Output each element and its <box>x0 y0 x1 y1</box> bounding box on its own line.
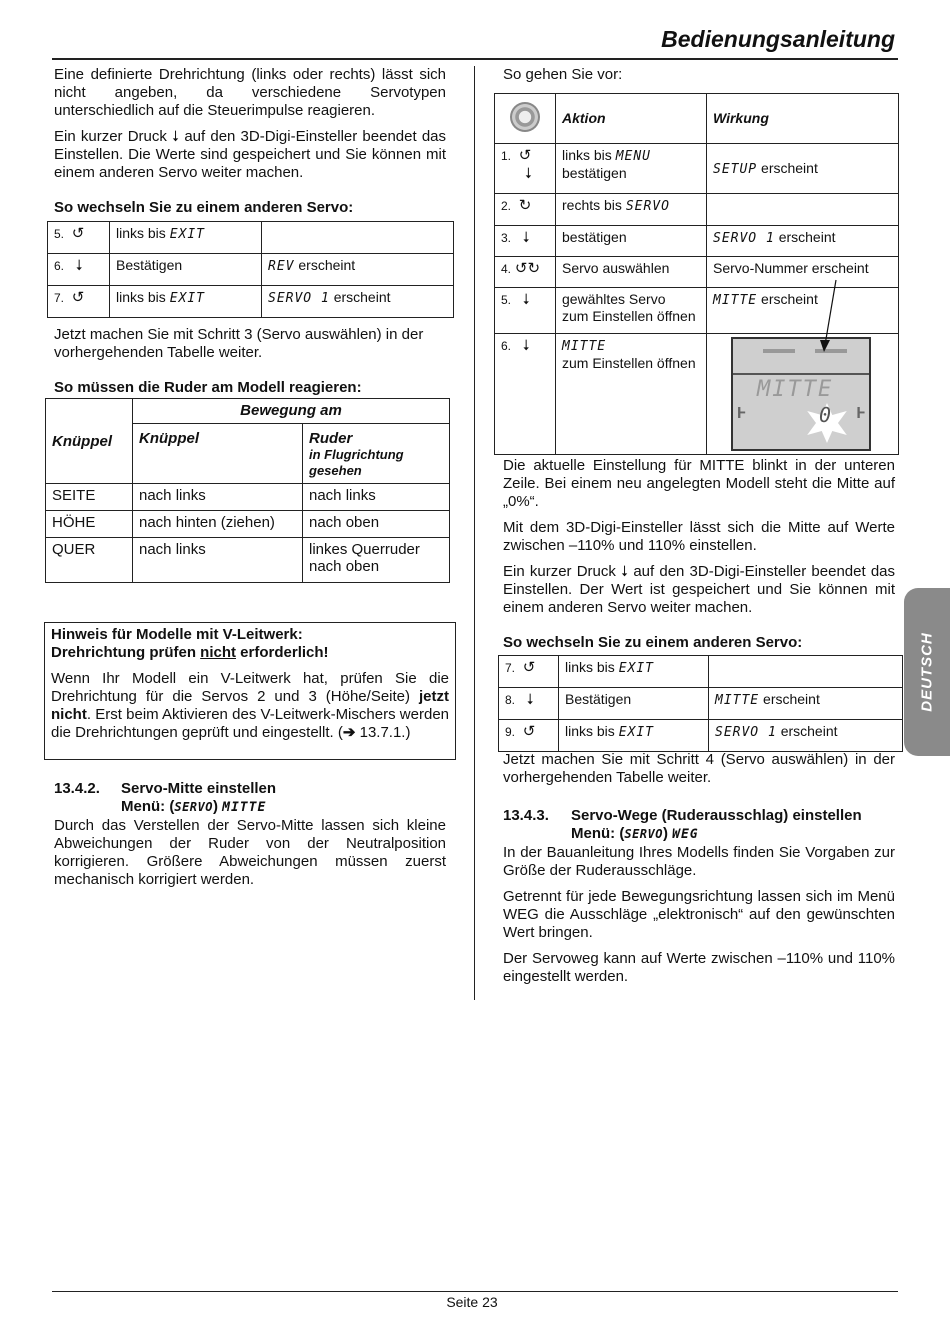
table-row <box>499 656 903 688</box>
note-title-2: Drehrichtung prüfen nicht erforderlich! <box>51 644 329 661</box>
switch-servo-heading: So wechseln Sie zu einem anderen Servo: <box>54 199 354 216</box>
effect-cell: Servo-Nummer erscheint <box>707 257 899 288</box>
right-h-icon: Ⱶ <box>856 405 865 422</box>
procedure-intro: So gehen Sie vor: <box>503 66 623 83</box>
step-cell: 3. ⭣ <box>495 226 556 257</box>
step-cell: 4. ↺↻ <box>495 257 556 288</box>
action-cell: links bis EXIT <box>559 720 709 752</box>
arrow-right-icon: ➔ <box>342 724 356 741</box>
action-cell: Servo auswählen <box>556 257 707 288</box>
mitte-paragraph-1: Die aktuelle Einstellung für MITTE blinkt in der unteren Zeile. Bei einem neu angelegten Modell steht die Mitte auf „0%“. <box>503 457 895 510</box>
table-row: HÖHE nach hinten (ziehen) nach oben <box>46 511 450 538</box>
side-tab-label: DEUTSCH <box>918 632 936 712</box>
action-cell: links bis EXIT <box>110 222 262 254</box>
page-number: Seite 23 <box>446 1294 498 1310</box>
action-cell: MITTE zum Einstellen öffnen <box>556 334 707 455</box>
intro-paragraph-1: Eine definierte Drehrichtung (links oder rechts) lässt sich nicht angeben, da verschiedene Servotypen unterschiedlich auf die Steuerimpulse reagieren. <box>54 66 446 119</box>
effect-cell: SETUP erscheint <box>707 144 899 194</box>
note-body: Wenn Ihr Modell ein V-Leitwerk hat, prüfen Sie die Drehrichtung für die Servos 2 und 3 (Höhe/Seite) jetzt nicht. Erst beim Aktivieren des V-Leitwerk-Mischers werden die Drehrichtungen geprüft und eingestellt. (➔ 13.7.1.) <box>51 670 449 741</box>
section-13-4-3 <box>503 807 895 986</box>
table-row <box>495 288 899 334</box>
table-row: SEITE nach links nach links <box>46 484 450 511</box>
display-cell <box>707 334 899 455</box>
digi-knob-icon <box>510 102 540 132</box>
action-cell: links bis MENU bestätigen <box>556 144 707 194</box>
trim-bar-left <box>763 349 795 353</box>
rudder-table <box>45 398 450 583</box>
effect-cell: REV erscheint <box>262 254 454 286</box>
step-cell: 8. ⭣ <box>499 688 559 720</box>
step-cell: 1. ↺ ⭣ <box>495 144 556 194</box>
intro-paragraph-2-a: Ein kurzer Druck <box>54 128 167 145</box>
table-row <box>495 94 899 144</box>
action-cell: Bestätigen <box>110 254 262 286</box>
table-row <box>495 226 899 257</box>
switch-servo-table-right <box>498 655 903 752</box>
lcd-divider <box>733 373 869 375</box>
lcd-line-mitte: MITTE <box>757 377 834 402</box>
rotate-left-icon: ↺ <box>522 659 536 676</box>
step-cell: 7. ↺ <box>499 656 559 688</box>
effect-cell: SERVO 1 erscheint <box>707 226 899 257</box>
effect-cell <box>709 656 903 688</box>
lcd-display <box>731 337 871 451</box>
effect-cell: MITTE erscheint <box>707 288 899 334</box>
step-cell: 5. ↺ <box>48 222 110 254</box>
after-switch-text-right: Jetzt machen Sie mit Schritt 4 (Servo auswählen) in der vorhergehenden Tabelle weiter. <box>503 751 895 786</box>
table-row <box>499 688 903 720</box>
rotate-left-icon: ↺ <box>71 289 85 306</box>
action-cell: links bis EXIT <box>110 286 262 318</box>
action-header: Aktion <box>556 94 707 144</box>
press-down-icon: ⭣ <box>526 691 534 708</box>
intro-paragraph-2-b: auf den 3D-Digi-Einsteller beendet das Einstellen. Die Werte sind gespeichert und Sie können mit einem anderen Servo weiter machen. <box>54 128 447 181</box>
effect-cell <box>262 222 454 254</box>
section-menu-path: Menü: (SERVO) WEG <box>571 825 699 842</box>
switch-servo-heading-right: So wechseln Sie zu einem anderen Servo: <box>503 634 803 651</box>
procedure-table <box>494 93 899 455</box>
table-row <box>495 194 899 226</box>
step-cell: 2. ↻ <box>495 194 556 226</box>
effect-cell: SERVO 1 erscheint <box>709 720 903 752</box>
language-side-tab[interactable] <box>904 588 950 756</box>
move-stick-header: Knüppel <box>133 424 303 484</box>
section-paragraph-3: Der Servoweg kann auf Werte zwischen –110% und 110% eingestellt werden. <box>503 950 895 985</box>
switch-servo-table-left <box>47 221 454 318</box>
table-row <box>48 222 454 254</box>
rudder-heading: So müssen die Ruder am Modell reagieren: <box>54 379 362 396</box>
rotate-left-icon: ↺ <box>71 225 85 242</box>
rudder-header: Ruder in Flugrichtung gesehen <box>303 424 450 484</box>
press-down-icon: ⭣ <box>621 563 629 580</box>
action-cell: bestätigen <box>556 226 707 257</box>
movement-group-header: Bewegung am <box>133 399 450 424</box>
section-body: Durch das Verstellen der Servo-Mitte lassen sich kleine Abweichungen der Ruder von der Neutralposition korrigieren. Größere Abweichungen müssen zuerst mechanisch korrigiert werden. <box>54 817 446 888</box>
press-down-icon: ⭣ <box>522 229 530 246</box>
step-cell: 5. ⭣ <box>495 288 556 334</box>
step-cell: 7. ↺ <box>48 286 110 318</box>
section-paragraph-1: In der Bauanleitung Ihres Modells finden Sie Vorgaben zur Größe der Ruderausschläge. <box>503 844 895 879</box>
press-down-icon: ⭣ <box>522 291 530 308</box>
table-row <box>499 720 903 752</box>
section-menu-path: Menü: (SERVO) MITTE <box>121 798 267 815</box>
v-tail-note-box <box>44 622 456 760</box>
table-row <box>495 334 899 455</box>
lcd-value: 0 <box>819 403 833 427</box>
rotate-left-icon: ↺ <box>518 147 532 164</box>
column-divider <box>474 66 475 1000</box>
table-row <box>495 257 899 288</box>
press-down-icon: ⭣ <box>522 337 530 354</box>
action-cell: rechts bis SERVO <box>556 194 707 226</box>
effect-header: Wirkung <box>707 94 899 144</box>
press-down-icon: ⭣ <box>75 257 83 274</box>
knob-icon-cell <box>495 94 556 144</box>
after-switch-text-left: Jetzt machen Sie mit Schritt 3 (Servo auswählen) in der vorhergehenden Tabelle weiter. <box>54 326 424 361</box>
header-rule <box>52 58 898 60</box>
step-cell: 6. ⭣ <box>48 254 110 286</box>
section-paragraph-2: Getrennt für jede Bewegungsrichtung lassen sich im Menü WEG die Ausschläge „elektronisch“ auf den gewünschten Wert bringen. <box>503 888 895 941</box>
note-title-1: Hinweis für Modelle mit V-Leitwerk: <box>51 626 303 643</box>
table-row <box>48 254 454 286</box>
step-cell: 9. ↺ <box>499 720 559 752</box>
press-down-icon: ⭣ <box>525 165 533 182</box>
section-heading: 13.4.2. Servo-Mitte einstellen <box>54 780 277 797</box>
rotate-left-icon: ↺ <box>522 723 536 740</box>
footer-rule <box>52 1291 898 1292</box>
trim-bar-right <box>815 349 847 353</box>
stick-header: Knüppel <box>46 399 133 484</box>
effect-cell: SERVO 1 erscheint <box>262 286 454 318</box>
action-cell: gewähltes Servo zum Einstellen öffnen <box>556 288 707 334</box>
intro-paragraph-2 <box>54 128 446 182</box>
action-cell: Bestätigen <box>559 688 709 720</box>
action-cell: links bis EXIT <box>559 656 709 688</box>
effect-cell <box>707 194 899 226</box>
section-13-4-2 <box>54 780 446 889</box>
left-column <box>54 66 446 217</box>
left-h-icon: Ⱶ <box>737 405 746 422</box>
page-title: Bedienungsanleitung <box>661 26 895 52</box>
table-row: QUER nach links linkes Querruder nach oben <box>46 538 450 583</box>
effect-cell: MITTE erscheint <box>709 688 903 720</box>
press-down-icon: ⭣ <box>172 128 180 145</box>
rotate-both-icon: ↺↻ <box>514 260 541 277</box>
step-cell: 6. ⭣ <box>495 334 556 455</box>
mitte-paragraph-3: Ein kurzer Druck ⭣ auf den 3D-Digi-Einsteller beendet das Einstellen. Der Wert ist gespeichert und Sie können mit einem anderen Servo weiter machen. <box>503 563 896 616</box>
table-row <box>495 144 899 194</box>
mitte-paragraph-2: Mit dem 3D-Digi-Einsteller lässt sich die Mitte auf Werte zwischen –110% und 110% einstellen. <box>503 519 895 554</box>
section-heading: 13.4.3. Servo-Wege (Ruderausschlag) einstellen <box>503 807 862 824</box>
rotate-right-icon: ↻ <box>518 197 532 214</box>
table-row <box>46 399 450 424</box>
table-row <box>48 286 454 318</box>
